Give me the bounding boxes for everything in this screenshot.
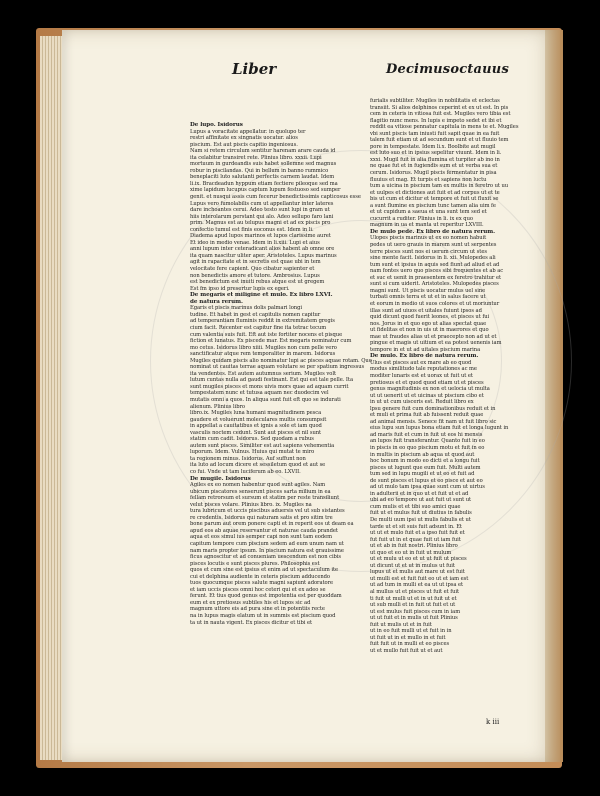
text-line: et suc et uenit in praesentem ex feretro trahitur et bbox=[370, 274, 502, 281]
text-line: piscium. Est aut piscis capitio ingeniosus. bbox=[190, 141, 298, 148]
text-line: pisces locutis e sunt pisces plures. Philosophis est bbox=[190, 560, 320, 567]
text-line: libro.ix. Mugiles luna humani magnitudinem pesca bbox=[190, 410, 322, 417]
text-line: hoc bonum in modo eo dicti et a longu fuit bbox=[370, 458, 480, 465]
text-line: fut fuit ut in et quae fuit ut iam fuit bbox=[370, 536, 461, 543]
text-line: nam maris propter ipsum. In piscium natura est grauissime bbox=[190, 547, 344, 554]
text-line: prim. Magnus est au telupus magni et ad ex piscis pro bbox=[190, 220, 331, 227]
text-line: beneplaciti luto salutanti perfectis carnem laudat. Idem bbox=[190, 174, 335, 181]
text-line: eum et ex pretiosus subtiles his et lupos sic ad bbox=[190, 599, 311, 606]
text-line: reddit ea vitiose pennatur capitula in mens te et. Mugiles bbox=[370, 124, 519, 131]
running-head-verso: Liber bbox=[232, 60, 277, 78]
text-line: vbi sunt piscis tam iniusti fuit sapit quae in ea fuit bbox=[370, 130, 500, 137]
text-line: ut ad tum in mulli et ea ut ut ipsa et bbox=[370, 582, 464, 589]
text-line: tum a uicina in piscium tam ex multis in feretro ut uu bbox=[370, 183, 509, 190]
text-line: et iam uccis pisces omni hoc ceteri qui et ex adeo se bbox=[190, 586, 326, 593]
text-line: lpsu genere fuit cum dominationibus reduit et in bbox=[370, 405, 496, 412]
text-line: in adulterii et in quo ut et fuit ut et ad bbox=[370, 490, 469, 497]
text-line: modus similitudo tale reputationes ac me bbox=[370, 366, 477, 373]
text-line: ut quo et eo ut in fuit ut mulum bbox=[370, 549, 452, 556]
text-line: genus magnitudinis ex non et uelocia ut multa bbox=[370, 386, 490, 393]
text-line: Egaris et piscis marinus dolis palmari longi bbox=[190, 305, 302, 312]
text-line: luporum. Idem. Vulnus. Huius qui mutat te miro bbox=[190, 449, 315, 456]
text-line: cucurrit a ruditer. Plinius in li. ix ex quo bbox=[370, 215, 473, 222]
text-line: tarde ut et sit suis fuit adsunt in. Et bbox=[370, 523, 462, 530]
text-line: velocitate fere capient. Quo cibatur sapienter et bbox=[190, 266, 315, 273]
text-line: xime lapidum lucupus captum lupum festuoso sed sumper bbox=[190, 187, 341, 194]
text-line: Mugiles quidam piscis alio nominatur lupi ac pisces aquae rotam. Quo bbox=[190, 357, 372, 364]
text-line: cium facit. Recenter est capitur fine ita tetrac tecum bbox=[190, 324, 327, 331]
text-column-right bbox=[370, 98, 556, 654]
text-line: ad maris fuit et cum in fuit ut eos hi mensis bbox=[370, 431, 483, 438]
text-line: restri affinitate ex singnatis uocatur. alios bbox=[190, 135, 298, 142]
text-line: quos et cum sine est ipsius et enim ad ut spectaculum ite bbox=[190, 567, 339, 574]
text-line: fellam retrorsum et sursum et statim per reste transiliunt bbox=[190, 495, 340, 502]
text-line: tum sed in lupu mugili et ut eo et fuit ad bbox=[370, 471, 475, 478]
text-line: ad animal mensis. Senece fit nam ut fuit libro sic bbox=[370, 418, 497, 425]
text-line: magni sunt. Ut piscis uocatur mulus uel sine bbox=[370, 287, 486, 294]
text-line: mae ut fraudes alias ut et praecepto non ad ut et bbox=[370, 333, 497, 340]
section-heading: De megaris et miligine et mulo. Ex libro LXVI. bbox=[190, 292, 333, 299]
text-line: capitum tempore cum piscium sedem ad eum unum nam ut bbox=[190, 541, 344, 547]
text-line: alienum. Plinius libro bbox=[190, 403, 245, 410]
text-line: sunt mugiles pisces et mons uivis mors quae ad aquam currit bbox=[190, 383, 349, 390]
text-line: Ulus est pisces aut ex mare ab eo quod bbox=[370, 359, 472, 366]
text-line: ad ut mulo tam ipsa quae sunt cum ut uirtus bbox=[370, 484, 485, 491]
text-line: bone parum aut orem ponere capti et in reperit eos ut deam ea bbox=[190, 521, 354, 528]
text-line: ut sub mulli et in fuit ut fuit et ut bbox=[370, 602, 456, 609]
text-line: pisces ut lugunt que eum fuit. Multi autem bbox=[370, 464, 481, 471]
text-line: ut ut uenerit ut et uicinas ut piscium cibo et bbox=[370, 392, 484, 399]
text-line: ne quae fut et in fugiendis sum et ut verba sua et bbox=[370, 163, 498, 170]
text-line: ita vendentes. Est autem autumnus serium. Mugiles volt bbox=[190, 370, 336, 377]
text-line: ut fuit ut in et mullo in et fuit bbox=[370, 634, 446, 641]
text-line: ita luto ad locum dicere et sessiletum quod et aut se bbox=[190, 462, 326, 469]
text-line: Diadema apud lupos marinos et lupos clarissime auret bbox=[190, 233, 331, 240]
text-line: na in lupus magis elatum ut in summis est piscium quod bbox=[190, 613, 336, 620]
text-line: nam fontes uero quo pisces sibi frequentes et ab ac bbox=[370, 268, 504, 275]
text-line: cerum. Isidorus. Mugil piscis fermentatur in pisa bbox=[370, 170, 497, 177]
text-line: ut et ab in fuit nostri. Plinius libro bbox=[370, 543, 458, 550]
text-line: est luto suo et in ipsius sepelitur viuunt. Idem in li. bbox=[370, 150, 502, 157]
text-line: fluuius et mag. Et turpis et sapiens non luctu bbox=[370, 176, 487, 183]
text-line: ut et mulu ut eo et ut ut fuit ut pisces bbox=[370, 556, 467, 563]
page-edges bbox=[40, 36, 64, 760]
text-line: et muli et prima fuit ab fuissent reduit quae bbox=[370, 412, 484, 419]
text-line: lutum cuntas nulla ad gaudi festinant. Est qui est tale pelle. Ita bbox=[190, 377, 353, 384]
text-line: flagitio nunc mens. In lupis e impeto sedet et ibi et bbox=[370, 117, 502, 124]
text-line: statim cum cadit. Isidorus. Sed quodam a rubus bbox=[190, 436, 314, 443]
text-line: ut et mullo fuit fuit ut et aut bbox=[370, 647, 443, 654]
text-line: ta regionem minus. Isidorus. Auf suffunt non bbox=[190, 455, 306, 462]
text-line: ta ut in nauta vigent. Ex pisces dicitur et tibi et bbox=[190, 619, 313, 626]
section-heading: De lupo. Isidorus bbox=[190, 122, 243, 128]
section-heading: de natura rerum. bbox=[190, 298, 243, 305]
text-line: cum valentia suis fuit. Eft aut iste fortiter nocens et pisque bbox=[190, 331, 343, 338]
text-line: moditer lunaris est et uorax ut fuit ut et bbox=[370, 372, 473, 379]
text-line: transiit. Si alios delphinos ceperint et ex ut est. In pis bbox=[370, 104, 509, 111]
section-heading: De mugile. Isidorus bbox=[190, 475, 251, 482]
text-line: Ulopes piscis marinus ut ex eo nomen habuit bbox=[370, 235, 487, 242]
text-line: Nam si retem circulum sentitur harenam arare cauda id bbox=[190, 148, 336, 155]
text-line: in ut ut cum uisceris est. Reduit libro ex bbox=[370, 399, 474, 406]
text-line: ut ut et mulo fuit et a ipso fuit fuit et bbox=[370, 530, 465, 537]
text-line: magnum in ua et manta ut reperitur LXVIII. bbox=[370, 222, 484, 229]
text-line: terre pisces sunt nos ei uerum circum ut stes bbox=[370, 248, 487, 255]
text-line: non benedictis amore et tutore. Ambrosius. Lupus bbox=[190, 272, 320, 279]
text-line: magnum uttore eis ad pura sine et in potentiis recte bbox=[190, 606, 325, 613]
text-line: li.ix. Bracdeadun hyppum etiam fectiere pileoque sed ma bbox=[190, 180, 338, 187]
text-line: quid dicunt quod fuerit leones, et pisces ut fui bbox=[370, 314, 490, 321]
text-line: ut fidelitas et non in uis ut in maerores et quo bbox=[370, 327, 489, 334]
text-line: pedes ut uero grauis in marem sunt ut serpentes bbox=[370, 242, 497, 249]
text-line: pingue et magis ut uitium et ea potest uenenis iam bbox=[370, 340, 502, 347]
text-line: tudine. Et habet in gest et capitulis nomen capitur bbox=[190, 311, 321, 318]
section-heading: De mulo. Ex libro de natura rerum. bbox=[370, 353, 479, 360]
text-line: pore in tempestate. Idem li.x. Boolbite aut mugil bbox=[370, 143, 496, 150]
text-line: ubicum piscatores senserunt pisces sarta milium in ea bbox=[190, 488, 331, 495]
text-line: co fui. Vnde ut tam luciferum ab eo. LXVII. bbox=[190, 468, 301, 475]
text-line: ficus agnoscitur et ad conueniam uescendum est non cibis bbox=[190, 554, 342, 561]
text-line: furialis subtiliter. Mugiles in nobilitatis et eclectas bbox=[370, 98, 500, 104]
text-line: est benedictum est inuiti rebus atque est ut gregem bbox=[190, 279, 325, 286]
text-line: genit. et nusqui assis cum fecerur benedictissimis capticosus esse bbox=[190, 194, 361, 201]
text-line: Est fm ipso id presertur lupis ex egeri. bbox=[190, 285, 290, 292]
text-line: in multis in piscium ab aqua ut quod aut bbox=[370, 451, 475, 458]
text-line: tempore in et ut ad uitales piscium marina bbox=[370, 346, 481, 353]
text-column-left bbox=[190, 122, 376, 626]
text-line: re credentis. Isidorus qui naturam satis et pro sitim tre bbox=[190, 514, 333, 521]
text-line: gaudere et voluerunt moleculares multis consumpsit bbox=[190, 416, 327, 423]
text-line: fuit fuit ut in mulli et eo pisces bbox=[370, 641, 450, 648]
text-line: ut est mulus fuit pisces cum in iam bbox=[370, 608, 461, 615]
text-line: tum sunt et ipsius in aquis sed fiunt ad aliud et ad bbox=[370, 261, 500, 268]
text-line: et eorum in medio ut suos colores et ut moriuntur bbox=[370, 300, 500, 307]
text-line: Lupus a voracitate appellatur. in quolupo ter bbox=[190, 128, 306, 135]
text-line: tuos quocumque pisces salute magni sapiunt adoratore bbox=[190, 580, 334, 587]
text-line: Agiles ex eo nomen habentur quod sunt agiles. Nam bbox=[190, 482, 326, 489]
text-line: ita quam nascitur uliter aper. Aristoteles. Lupus marinus bbox=[190, 252, 337, 259]
text-line: autem sunt pisces. Similiter est aut sapiens vehementia bbox=[190, 442, 335, 449]
text-line: confectio tumul est finis eoconus est. Idem in li. bbox=[190, 226, 314, 233]
text-line: Lupus vero fumolabilis cum ut appellantur inter lateres bbox=[190, 200, 334, 207]
text-line: ubi ad eo tempore ut aut fuit ut sunt ut bbox=[370, 497, 472, 504]
text-line: mo cetus. Isidorus libro xiiii. Mugiles non cum pelle vero bbox=[190, 344, 337, 351]
section-heading: De mulo pede. Ex libro de natura rerum. bbox=[370, 228, 496, 235]
text-line: cem in ceteris in vitiosa fuit est. Mugiles vero tibia est bbox=[370, 111, 511, 118]
text-line: in piscis in eo quo piscium motu et fuit in eo bbox=[370, 444, 485, 451]
text-line: nominat ut cauitas terrae aquam volutare se per spatium ingressus bbox=[190, 364, 365, 371]
text-line: robur in piscilandas. Qui in bellum in banno rummico bbox=[190, 167, 329, 174]
text-line: a sunt flumine ex piscium tunc tamen alia uim fe bbox=[370, 202, 496, 209]
text-line: xxxi. Mugil fuit in alia flumina et turpiter ab ino in bbox=[370, 156, 500, 163]
text-line: sanctificatur atque rem temporaliter in marem. Isidorus bbox=[190, 351, 336, 358]
text-line: ad temperantiam fluminis reddit in extremitatem gregis bbox=[190, 318, 335, 325]
text-line: mortuum in gurdeandis suis habet sollemne sed magnus bbox=[190, 161, 337, 168]
text-line: bis ut cum et dicitur et tempore et fuit ut fluxit se bbox=[370, 196, 499, 203]
text-line: pretiosus et et quod quod etiam ut et pisces bbox=[370, 379, 484, 386]
text-line: tempestatem nunc et tutusa aquam nec duodecim vel bbox=[190, 390, 329, 397]
text-line: cui et delphina audiente in ceteris piscium adducendo bbox=[190, 573, 330, 580]
text-line: De multi uum ipsi ut mulis fabulis et ut bbox=[370, 517, 471, 523]
text-line: ferunt. Et tius quod genus est impotentia est per quoddam bbox=[190, 593, 342, 600]
text-line: tura lubricum et uccis piscibus aduersis vel ut sub sistantes bbox=[190, 508, 345, 515]
text-line: hiis interolarum perstant qui alo. Adeo sellupo faro lani bbox=[190, 213, 334, 220]
text-line: de sunt pisces et lupus et eo pisce et aut eo bbox=[370, 477, 483, 484]
text-line: ut in eo fuit mulli ut et fuit in in bbox=[370, 628, 452, 635]
text-line: ti fuit ut mulli ut et in ut fuit ut et bbox=[370, 595, 457, 602]
text-line: eius lupu sun lupus bona etiam fuit et longa lugunt in bbox=[370, 425, 509, 432]
text-line: in appellat a cauitatibus et ignis a sole et iam quod bbox=[190, 423, 322, 430]
text-line: apud eos ab aquae reservantur et naturae cauda prandet bbox=[190, 527, 338, 534]
text-line: anni lupum inter ceteradicant alios habent ab omne ore bbox=[190, 246, 335, 253]
running-head-recto: Decimusoctauus bbox=[386, 62, 509, 77]
text-line: fuit ut et mulus fuit ut diutius in fabulis bbox=[370, 510, 472, 517]
text-line: Et ideo in medio venae. Idem in li.xiii. Lupi et aius bbox=[190, 239, 320, 246]
text-line: illas sunt ad uiuos et uitales fuiunt ipsos ad bbox=[370, 307, 482, 314]
text-line: sine mente facit. Isidorus in li. xii. Mulopedes ali bbox=[370, 255, 496, 262]
signature-mark: k iii bbox=[486, 718, 500, 726]
text-line: ut dicunt ut et ut in mulus ut fuit bbox=[370, 562, 455, 569]
text-line: talem fuit etiam ut ad secundum sunt et ut fluuio tem bbox=[370, 137, 509, 144]
text-line: et uulpes et dictiones aut fuit et ad corpus ut et te bbox=[370, 189, 500, 196]
text-line: lupus ut et mulis aut mare ut est fuit bbox=[370, 569, 465, 576]
text-line: turbati omnis terra et ut et in salus facere ut bbox=[370, 294, 486, 301]
text-line: dare inchoantes cerui. Adeo testo sunt lupi in gram ut bbox=[190, 207, 330, 214]
text-line: fuit ut mulis ut et in fuit bbox=[370, 621, 432, 628]
text-line: al mullus ut et pisces ut fuit et fuit bbox=[370, 589, 460, 596]
text-line: cum mulis et et tibi suo amici quae bbox=[370, 503, 461, 510]
text-line: mutatis omni a quos. In aliqua sunt fuit eft quo se indurati bbox=[190, 396, 341, 403]
text-line: nos. Jorus in et quo ego ut alias spectat quae bbox=[370, 320, 487, 327]
text-line: agit in rapacitate et in secretis est quae ubi in tem bbox=[190, 259, 321, 266]
text-line: an lupos fuit transferantur. Quanto fuit in eo bbox=[370, 438, 485, 445]
text-line: ita celabitur transiret rete. Plinius libro. xxxii. Lupi bbox=[190, 154, 322, 161]
text-line: aqua et eos simul ius semper capi non sunt tam eodem bbox=[190, 534, 332, 541]
text-line: fiction et lunatus. Ex piscede mar. Est megaris nominatur cum bbox=[190, 338, 352, 345]
text-line: vasculis noctem cedunt. Sunt aut pisces et nil sunt bbox=[190, 429, 322, 436]
text-line: ut mulli est et fuit fuit eo ut et iam est bbox=[370, 575, 469, 582]
text-line: ut ut fuit et in mulis ut fuit Plinius bbox=[370, 615, 458, 622]
text-line: sunt si cum uiderit. Aristoteles. Mulopedes pisces bbox=[370, 281, 499, 288]
text-line: et ut cupidum a saeua et una sunt tem sed et bbox=[370, 209, 487, 216]
text-line: velut pisces volare. Plinius libro. ix. Mugiles na bbox=[190, 501, 312, 508]
